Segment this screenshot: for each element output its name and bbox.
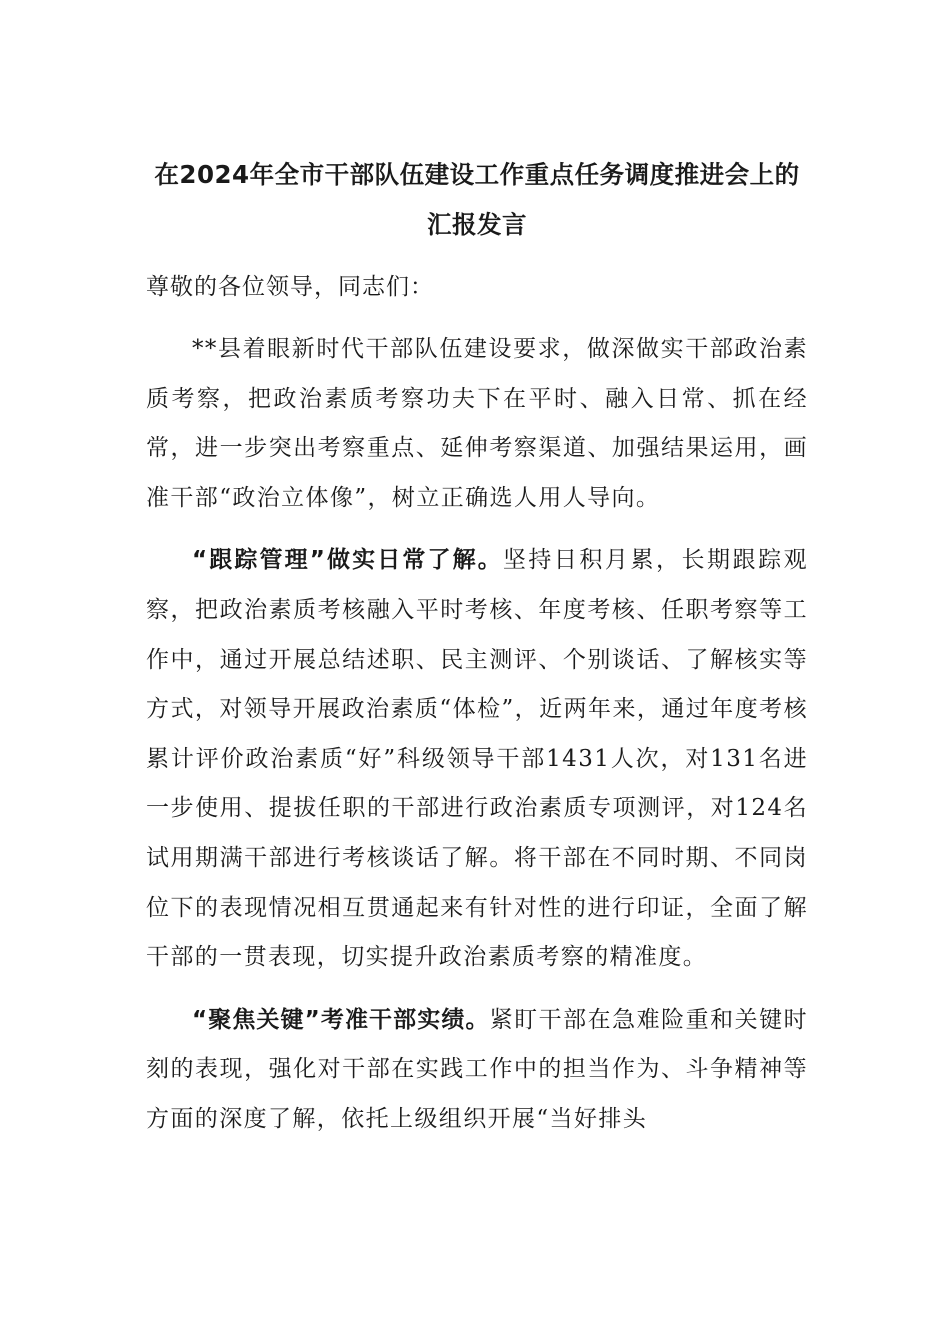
title-line-1: 在2024年全市干部队伍建设工作重点任务调度推进会上的	[154, 160, 800, 189]
document-page	[146, 150, 808, 1145]
document-title	[146, 150, 808, 250]
title-line-2: 汇报发言	[427, 210, 527, 239]
paragraph-lead-heading: “跟踪管理”做实日常了解。	[192, 547, 503, 574]
paragraph-lead-heading: “聚焦关键”考准干部实绩。	[192, 1006, 490, 1033]
paragraph-intro	[146, 325, 808, 523]
paragraph-focus-key	[146, 996, 808, 1145]
paragraph-body: 紧盯干部在急难险重和关键时刻的表现，强化对干部在实践工作中的担当作为、斗争精神等方面的深度了解，依托上级组织开展“当好排头	[146, 1006, 809, 1132]
paragraph-body: 坚持日积月累，长期跟踪观察，把政治素质考核融入平时考核、年度考核、任职考察等工作中，通过开展总结述职、民主测评、个别谈话、了解核实等方式，对领导开展政治素质“体检”，近两年来，通过年度考核累计评价政治素质“好”科级领导干部1431人次，对131名进一步使用、提拔任职的干部进行政治素质专项测评，对124名试用期满干部进行考核谈话了解。将干部在不同时期、不同岗位下的表现情况相互贯通起来有针对性的进行印证，全面了解干部的一贯表现，切实提升政治素质考察的精准度。	[146, 547, 808, 971]
salutation: 尊敬的各位领导，同志们：	[146, 274, 434, 300]
paragraph-tracking-management	[146, 536, 808, 982]
paragraph-body: **县着眼新时代干部队伍建设要求，做深做实干部政治素质考察，把政治素质考察功夫下在平时、融入日常、抓在经常，进一步突出考察重点、延伸考察渠道、加强结果运用，画准干部“政治立体像”，树立正确选人用人导向。	[146, 336, 808, 511]
